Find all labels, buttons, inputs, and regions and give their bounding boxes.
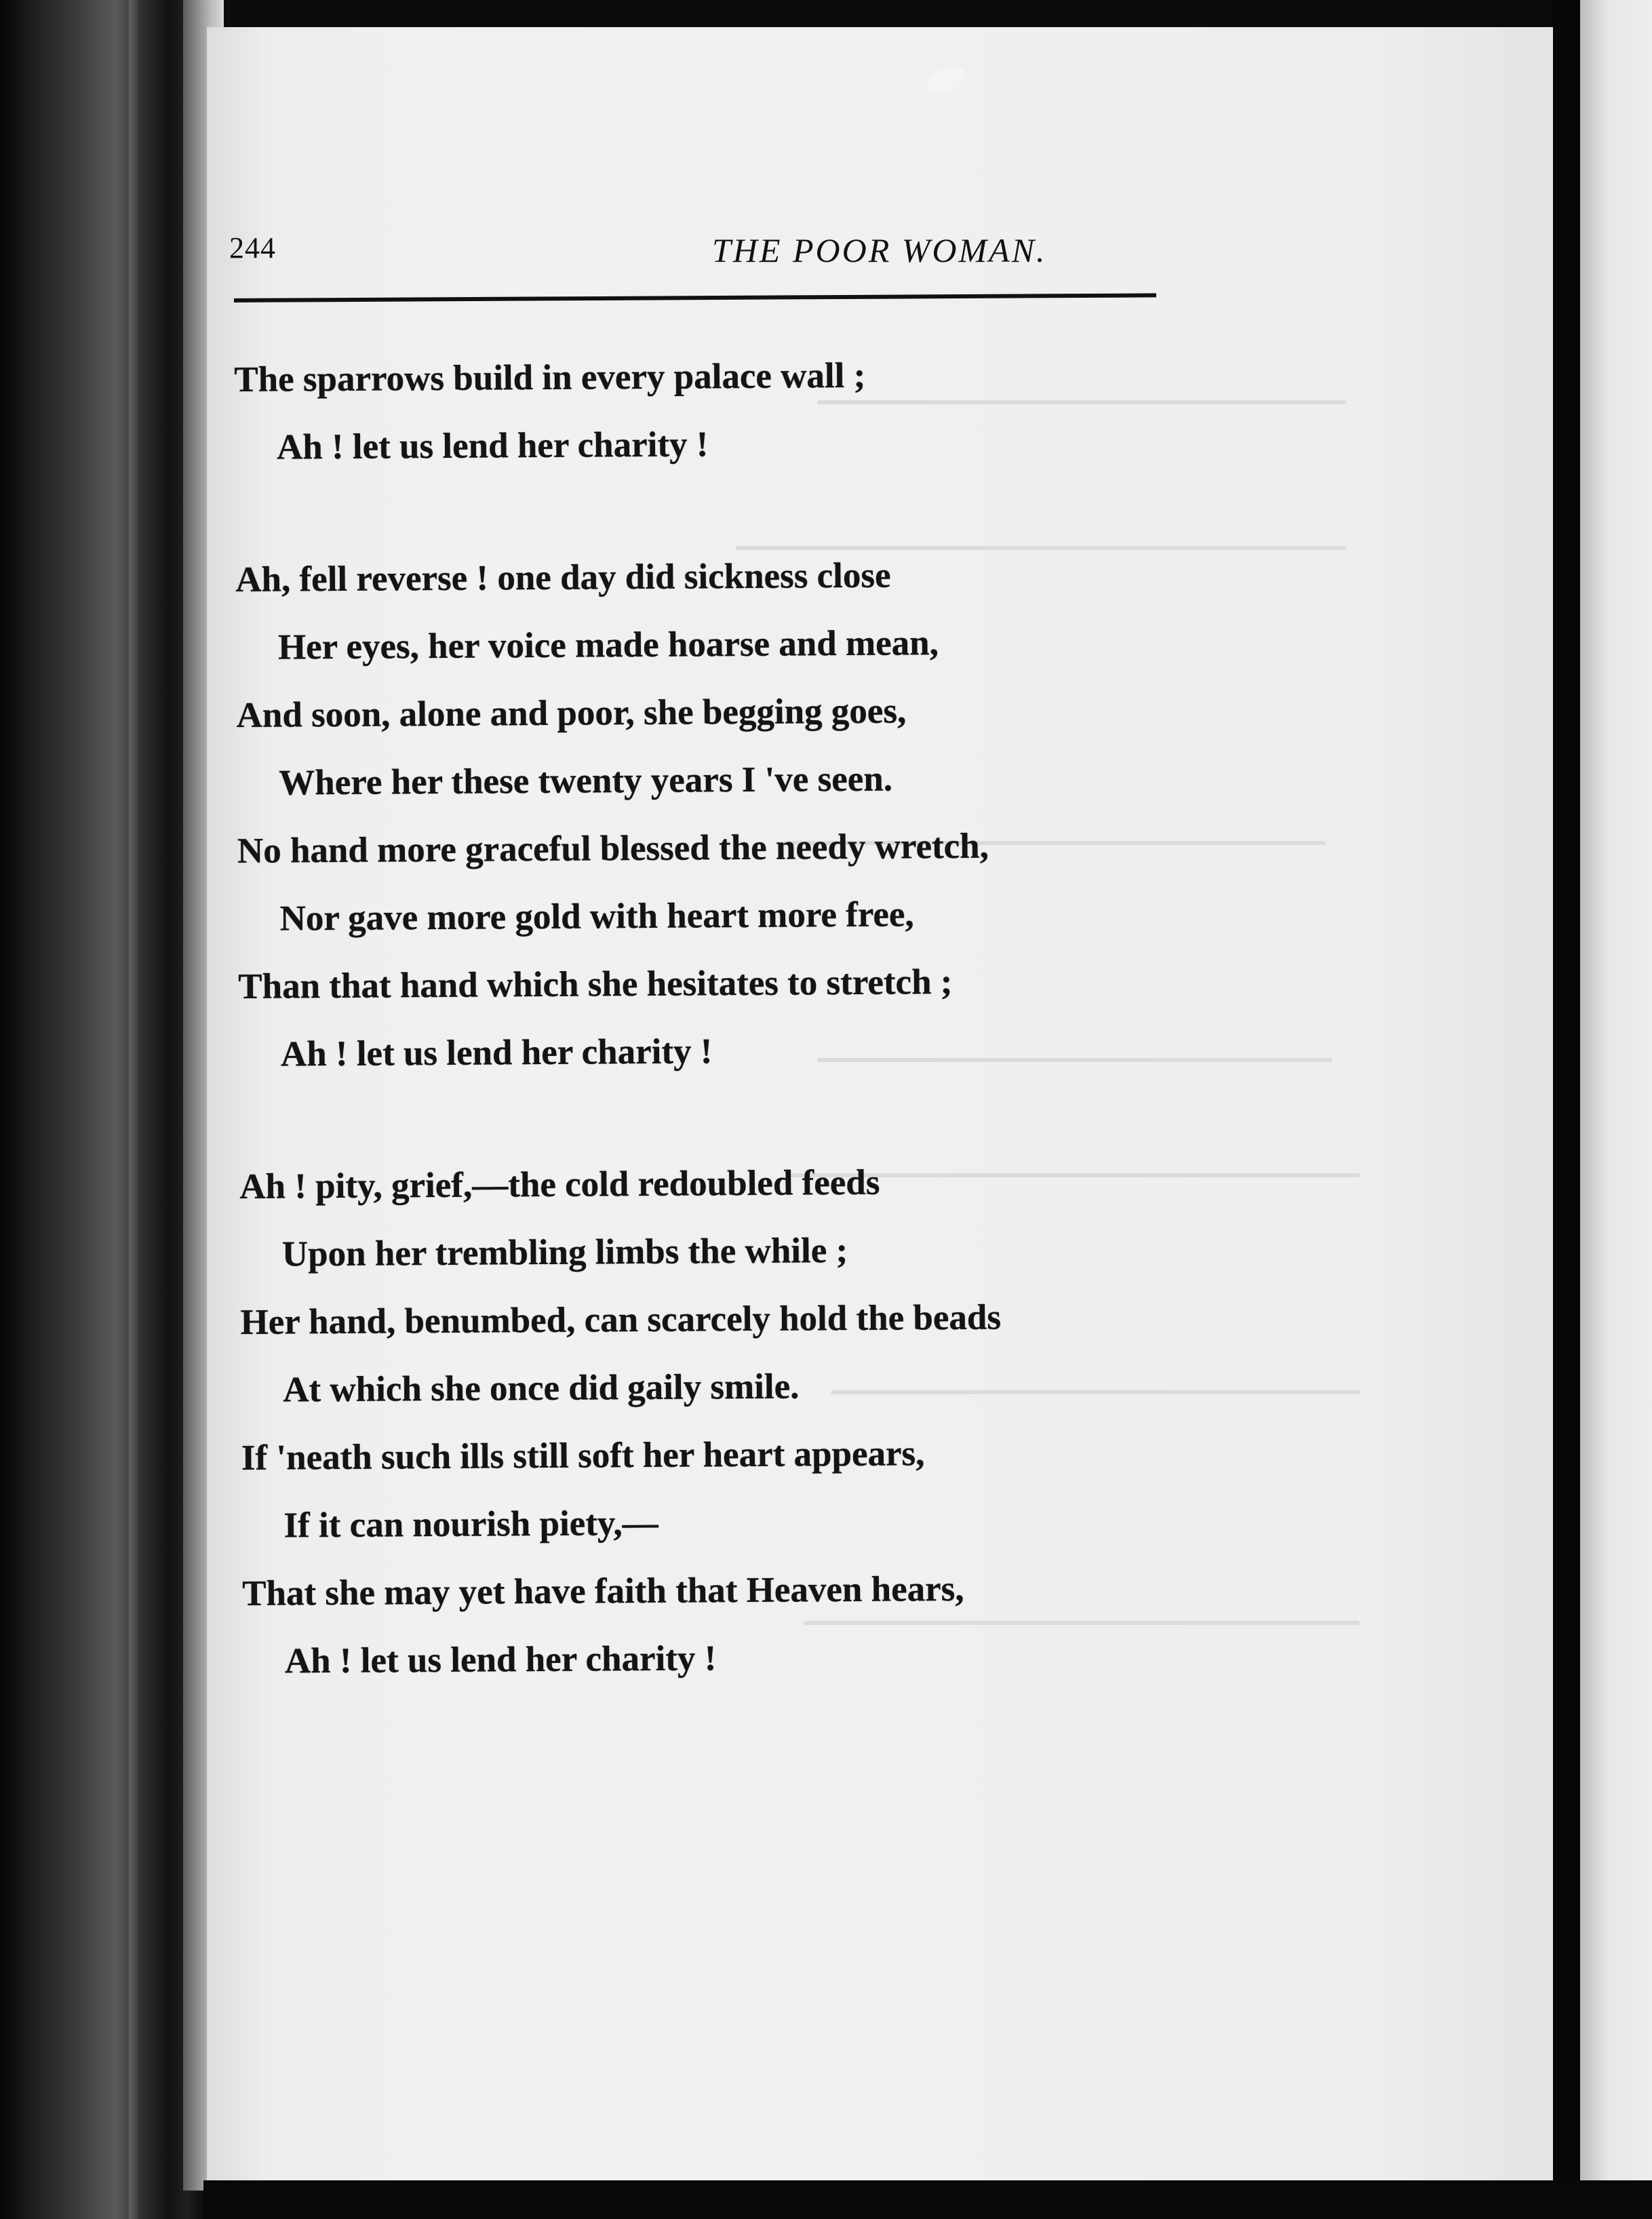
poem-text	[234, 338, 1396, 1695]
book-binding	[0, 0, 203, 2219]
poem-line: Ah ! let us lend her charity !	[284, 1638, 717, 1681]
poem-line: Her hand, benumbed, can scarcely hold the beads	[240, 1297, 1002, 1342]
running-head: THE POOR WOMAN.	[712, 231, 1047, 269]
poem-line: If it can nourish piety,—	[283, 1503, 658, 1546]
poem-line: And soon, alone and poor, she begging goes,	[236, 691, 907, 735]
poem-line: Upon her trembling limbs the while ;	[281, 1231, 848, 1274]
poem-line: If 'neath such ills still soft her heart appears,	[241, 1434, 925, 1478]
poem-line: Ah ! let us lend her charity !	[280, 1032, 713, 1074]
poem-line: At which she once did gaily smile.	[283, 1367, 800, 1410]
poem-line: Her eyes, her voice made hoarse and mean,	[277, 623, 939, 667]
poem-line: Ah ! pity, grief,—the cold redoubled feeds	[239, 1162, 880, 1206]
poem-line: Where her these twenty years I 've seen.	[279, 759, 893, 803]
right-gutter	[1553, 0, 1580, 2219]
page-number: 244	[229, 231, 276, 264]
poem-line: That she may yet have faith that Heaven hears,	[242, 1569, 964, 1613]
bottom-shadow	[203, 2180, 1652, 2219]
poem-line: No hand more graceful blessed the needy wretch,	[237, 826, 989, 871]
poem-line: Than that hand which she hesitates to stretch ;	[238, 962, 953, 1006]
binding-highlight	[129, 0, 138, 2219]
poem-line: Ah, fell reverse ! one day did sickness close	[235, 555, 891, 600]
stanza	[234, 338, 1388, 482]
next-page-edge	[1580, 0, 1652, 2219]
stanza	[235, 538, 1392, 1088]
poem-line: Ah ! let us lend her charity !	[276, 425, 709, 467]
poem-line: Nor gave more gold with heart more free,	[279, 895, 914, 939]
stanza	[239, 1145, 1396, 1695]
poem-line: The sparrows build in every palace wall ;	[234, 355, 866, 399]
paper-speck	[922, 59, 970, 100]
